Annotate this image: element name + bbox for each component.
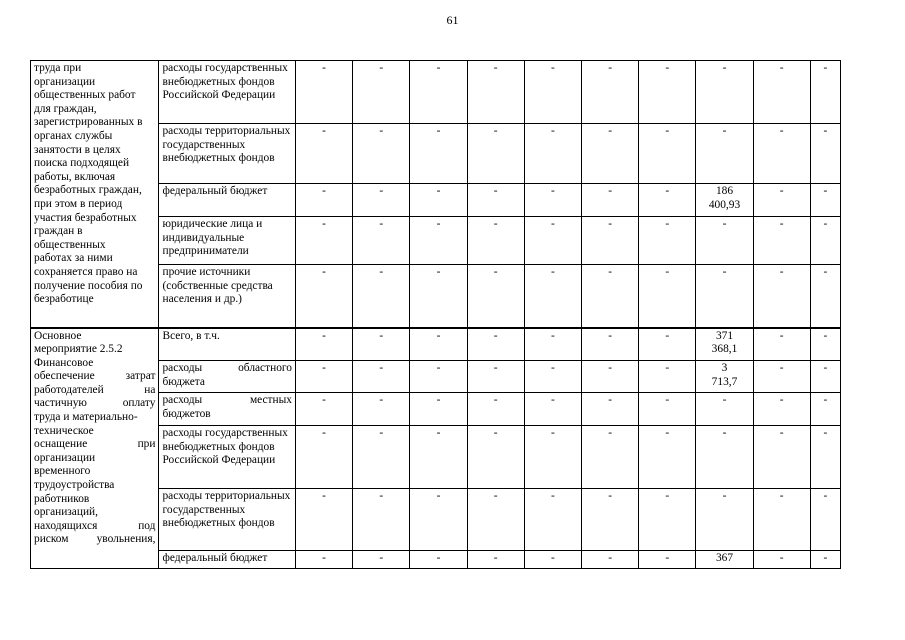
measure-line: для граждан, [34,102,97,115]
value-cell: - [467,328,524,361]
value-cell: - [295,61,352,124]
value-cell: - [810,328,840,361]
measure-line: организации [34,75,96,88]
measure-line: Основное [34,329,82,342]
value-cell: - [524,489,581,551]
measure-line: сохраняется право на [34,265,138,278]
value-cell: - [467,393,524,426]
value-cell: - [295,361,352,393]
value-cell: - [353,184,410,217]
measure-line: организации [34,451,96,464]
value-cell: - [353,265,410,328]
measure-line: трудоустройства [34,479,115,492]
value-cell: - [295,426,352,489]
value-cell: - [467,124,524,184]
funding-source-cell: расходы государственных внебюджетных фондов Российской Федерации [159,61,296,124]
page-number: 61 [446,13,459,27]
value-cell: - [524,217,581,265]
measure-line: работах за ними [34,252,113,265]
value-cell: - [353,426,410,489]
measure-line: риском увольнения, [34,533,156,546]
value-cell: - [639,61,696,124]
value-cell: - [753,328,810,361]
value-cell: - [467,361,524,393]
value-cell: - [295,551,352,569]
table-row [31,61,841,124]
value-cell: - [639,328,696,361]
value-cell: - [353,361,410,393]
measure-line: при этом в период [34,197,123,210]
value-cell: - [467,489,524,551]
measure-line: мероприятие 2.5.2 [34,343,123,356]
value-cell: 371 368,1 [696,328,753,361]
value-cell: - [524,551,581,569]
measure-line: безработных граждан, [34,184,142,197]
value-cell: - [810,393,840,426]
value-cell: - [639,184,696,217]
value-cell: - [353,489,410,551]
value-cell: - [410,124,467,184]
measure-line: работы, включая [34,170,116,183]
measure-line: техническое [34,424,94,437]
value-cell: - [639,551,696,569]
measure-cell [31,328,159,569]
value-cell: 3 713,7 [696,361,753,393]
measure-line: труда и материально- [34,411,138,424]
value-cell: - [353,551,410,569]
funding-source-cell: расходы местных бюджетов [159,393,296,426]
value-cell: - [524,328,581,361]
funding-source-cell: прочие источники (собственные средства населения и др.) [159,265,296,328]
value-cell: - [696,426,753,489]
table-row [31,328,841,361]
measure-line: граждан в [34,225,83,238]
value-cell: - [639,124,696,184]
financing-table [30,60,841,569]
measure-line: находящихся под [34,519,156,532]
value-cell: - [581,393,638,426]
value-cell: - [410,361,467,393]
value-cell: - [810,551,840,569]
value-cell: - [753,426,810,489]
value-cell: - [353,217,410,265]
measure-line: безработице [34,293,94,306]
value-cell: - [753,124,810,184]
value-cell: - [639,217,696,265]
measure-line: получение пособия по [34,279,143,292]
value-cell: - [467,551,524,569]
measure-line: зарегистрированных в [34,116,143,129]
value-cell: - [295,393,352,426]
value-cell: - [467,217,524,265]
value-cell: - [753,489,810,551]
value-cell: - [810,426,840,489]
measure-line: общественных [34,238,106,251]
value-cell: - [295,265,352,328]
funding-source-cell: федеральный бюджет [159,184,296,217]
value-cell: - [581,426,638,489]
value-cell: - [410,184,467,217]
table-body [31,61,841,569]
value-cell: - [810,61,840,124]
value-cell: - [581,489,638,551]
value-cell: - [639,361,696,393]
value-cell: - [696,217,753,265]
value-cell: - [753,393,810,426]
value-cell: - [467,184,524,217]
funding-source-cell: расходы государственных внебюджетных фондов Российской Федерации [159,426,296,489]
measure-line: труда при [34,62,82,74]
value-cell: - [753,551,810,569]
value-cell: - [753,217,810,265]
value-cell: - [753,61,810,124]
value-cell: - [410,489,467,551]
value-cell: - [581,61,638,124]
value-cell: - [581,551,638,569]
value-cell: - [524,124,581,184]
value-cell: - [581,328,638,361]
value-cell: 186 400,93 [696,184,753,217]
value-cell: - [639,265,696,328]
value-cell: 367 [696,551,753,569]
value-cell: - [410,551,467,569]
value-cell: - [524,426,581,489]
value-cell: - [696,265,753,328]
value-cell: - [581,124,638,184]
funding-source-cell: федеральный бюджет [159,551,296,569]
value-cell: - [639,393,696,426]
value-cell: - [581,361,638,393]
value-cell: - [639,426,696,489]
measure-line: участия безработных [34,211,137,224]
value-cell: - [753,361,810,393]
value-cell: - [810,184,840,217]
measure-line: работников [34,492,90,505]
value-cell: - [295,217,352,265]
value-cell: - [467,265,524,328]
value-cell: - [524,361,581,393]
value-cell: - [696,61,753,124]
value-cell: - [295,489,352,551]
funding-source-cell: расходы областного бюджета [159,361,296,393]
value-cell: - [410,217,467,265]
value-cell: - [410,426,467,489]
funding-source-cell: Всего, в т.ч. [159,328,296,361]
measure-line: работодателей на [34,383,156,396]
value-cell: - [353,328,410,361]
value-cell: - [295,184,352,217]
value-cell: - [696,489,753,551]
measure-line: Финансовое [34,356,94,369]
value-cell: - [353,61,410,124]
value-cell: - [581,184,638,217]
value-cell: - [467,61,524,124]
measure-line: занятости в целях [34,143,121,156]
value-cell: - [524,265,581,328]
value-cell: - [810,124,840,184]
value-cell: - [410,61,467,124]
measure-line: частичную оплату [34,397,156,410]
value-cell: - [410,393,467,426]
value-cell: - [410,265,467,328]
value-cell: - [410,328,467,361]
measure-line: оснащение при [34,438,156,451]
funding-source-cell: расходы территориальных государственных внебюджетных фондов [159,489,296,551]
measure-line: временного [34,465,91,478]
value-cell: - [353,124,410,184]
value-cell: - [524,61,581,124]
value-cell: - [581,265,638,328]
funding-source-cell: юридические лица и индивидуальные предприниматели [159,217,296,265]
value-cell: - [810,361,840,393]
value-cell: - [810,217,840,265]
measure-line: обеспечение затрат [34,370,156,383]
value-cell: - [581,217,638,265]
measure-line: общественных работ [34,89,136,102]
value-cell: - [295,124,352,184]
value-cell: - [810,265,840,328]
value-cell: - [810,489,840,551]
funding-source-cell: расходы территориальных государственных внебюджетных фондов [159,124,296,184]
measure-line: поиска подходящей [34,157,130,170]
value-cell: - [696,393,753,426]
value-cell: - [524,184,581,217]
measure-line: организаций, [34,506,98,519]
value-cell: - [753,184,810,217]
measure-cell [31,61,159,328]
measure-line: органах службы [34,129,113,142]
value-cell: - [696,124,753,184]
value-cell: - [524,393,581,426]
value-cell: - [639,489,696,551]
value-cell: - [467,426,524,489]
value-cell: - [353,393,410,426]
value-cell: - [753,265,810,328]
value-cell: - [295,328,352,361]
